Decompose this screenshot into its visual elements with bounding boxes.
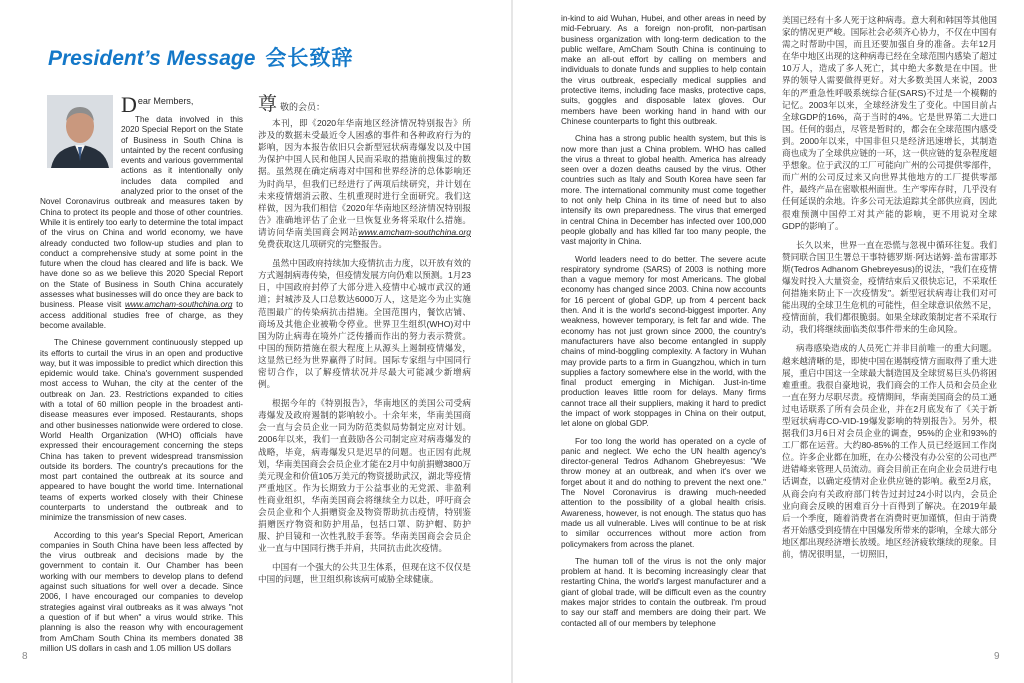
paragraph: The human toll of the virus is not the only major problem at hand. It is becoming increasingly clear that restarting China, the world's largest manufacturer and a giant of global trade, will be difficult even as the country makes major strides to contain the outbreak. I'm proud to say our staff and members are doing their part. We contacted all of our members by telephone — [561, 556, 766, 628]
greeting-rest: 敬的会员： — [280, 102, 326, 112]
website-link[interactable]: www.amcham-southchina.org — [358, 226, 471, 237]
paragraph: 本刊，即《2020年华南地区经济情况特别报告》所涉及的数据未受最近令人困惑的事件和各种政府行为的影响，因为本报告依旧只会新型冠状病毒爆发以及中国为保护中国人民和他国人民而采取的措施前搜集过的数据。虽然现在确定病毒对中国和世界经济的总体影响还为时尚早，但我们已经进行了两项后续研究，并计划在未来疫情烟消云散、生机重现时进行全面研究。我们这样做，因为我们相信《2020年华南地区经济情况特别报告》准确地评估了企业一旦恢复业务将采取什么措施。请访问华南美国商会网站www.amcham-southchina.org免费获取这几项研究的完整报告。 — [258, 118, 471, 250]
paragraph: 美国已经有十多人死于这种病毒。意大利和韩国等其他国家的情况更严峻。国际社会必须齐心协力，不仅在中国有需之时帮助中国，而且还要加强自身的准备。去年12月在华中地区出现的这种病毒已经在全球范围内感染了超过10万人，造成了多人死亡，其中绝大多数是在中国。世界的领导人需要做得更好。对大多数美国人来说，2003年的严重急性呼吸系统综合征(SARS)不过是一个模糊的记忆。2003年以来，全球经济发生了变化。中国目前占全球GDP的16%，高于当时的4%。它是世界第二大进口国。任何的弱点，尽管是暂时的，都会在全球范围内感受到。2000年以来，中国非但只是经济迅速增长，其制造商也成为了全球供应链的一环，这一供应链的复杂程度超乎想象。位于武汉的工厂可能向广州的公司提供零部件，而广州的公司反过来又向世界其他地方的工厂提供零部件，最终产品在密歇根州面世。生产零库存时，几乎没有任何延误的余地。许多公司无法追踪其全部供应商，因此很难预测中国停工对其产能的影响，更不用说对全球GDP的影响了。 — [782, 15, 997, 231]
page-title — [48, 42, 353, 72]
greeting-initial: 尊 — [258, 93, 278, 115]
salutation-initial: D — [121, 92, 137, 117]
paragraph: The data involved in this 2020 Special Report on the State of Business in South China is untainted by the recent confusing events and various governmental actions as it intentionally only includes data compiled and analyzed prior to the onset of the Novel Coronavirus outbreak and measures taken by China to protect its people and those of other countries. While it is entirely too early to determine the total impact of the virus on China and world economy, we have already conducted two follow-up studies and plan to conduct a comprehensive study at some point in the future when the cloud has cleared and life is back. We have done so as we believe this 2020 Special Report on the State of Business in South China accurately assesses what businesses will do once they are back to business. Please visit www.amcham-southchina.org to access additional studies free of charge, as they become available. — [40, 115, 244, 330]
paragraph: 病毒感染造成的人员死亡并非目前唯一的重大问题。越来越清晰的是，即使中国在遏制疫情方面取得了重大进展，重启中国这一全球最大制造国及全球贸易巨头仍将困难重重。我很自豪地说，我们商会的工作人员和会员企业一直在努力尽职尽责。疫情期间，华南美国商会的员工通过电话联系了所有会员企业，并在2月底发布了《关于新型冠状病毒CO-VID-19爆发影响的特别报告》。另外，根据我们3月6日对会员企业的调查，95%的企业和93%的工厂都在运营。大约80-85%的工作人员已经返回工作岗位。许多企业都在加班，在办公楼没有办公室的公司也严进错峰来管理人员流动。商会目前正在向企业会员进行电话调查，以确定疫情对企业供应链的影响。截至2月底，从商会向有关政府部门转告过封过24小时以内，会员企业向商会反映的困难百分十百得到了解决。在2019年最后一个季度，随着消费者在消费时更加谨慎，但由于消费者开始感受到疫情在中国爆发所带来的影响，全球大部分地区都出现经济增长放缓。地区经济疲软继续的现象。目前，情况很明显，一切照旧， — [782, 343, 997, 560]
paragraph: According to this year's Special Report, American companies in South China have been less affected by the virus outbreak and decisions made by the government to contain it. Our Chamber has been working with our members to develop plans to defend against such situations for well over a decade. Since 2006, I have encouraged our companies to develop strategies against viral outbreaks as it was always "not a question of if but when" a virus would strike. This planning is also the reason why with encouragement from AmCham South China its members donated 38 million US dollars in cash and 1.05 million US dollars — [40, 530, 243, 653]
right-page — [513, 0, 1024, 683]
title-chinese: 会长致辞 — [265, 47, 354, 70]
english-column-2 — [561, 14, 766, 640]
salutation-rest: ear Members, — [137, 96, 194, 106]
paragraph: in-kind to aid Wuhan, Hubei, and other areas in need by mid-February. As a foreign non-profit, non-partisan business organization with long-term dedication to the public welfare, AmCham South China is continuing to make an all-out effort by calling on members and individuals to donate funds and supplies to help contain the virus outbreak, especially medical supplies and protective items, including face masks, protective caps, suits, goggles and disposable latex gloves. Our members have been working hand in hand with our Chinese counterparts to fight this outbreak. — [561, 14, 766, 126]
paragraph: 根据今年的《特别报告》，华南地区的美国公司受病毒爆发及政府遏制的影响较小。十余年来，华南美国商会一直与会员企业一同为防范类似局势制定应对计划。2006年以来，我们一直鼓励各公司制定应对病毒爆发的战略，毕竟，病毒爆发只是迟早的问题。也正因有此规划，华南美国商会会员企业才能在2月中旬前捐赠3800万美元现金和价值105万美元的物资援助武汉，湖北等疫情严重地区。作为长期致力于公益事业的无党派、非盈利性商业组织，华南美国商会将继续全力以赴，呼吁商会会员企业和个人捐赠资金及物资帮助抗击疫情，特别鉴捐赠医疗物资和防护用品，包括口罩、防护帽、防护服、护目镜和一次性乳胶手套等。华南美国商会会员企业一直与中国同行携手并肩，共同抗击此次疫情。 — [258, 398, 471, 554]
paragraph: 长久以来，世界一直在恐慌与忽视中循环往复。我们赞同联合国卫生署总干事特德罗斯·阿达诺姆·盖布雷耶苏斯(Tedros Adhanom Ghebreyesus)的说法，"我们在疫情爆发时投入大量资金，疫情结束后又很快忘记，不采取任何措施来防止下一次疫情发"。新型冠状病毒让我们对可能出现的全球卫生危机的可能性，但全球意识依然不足，疫情面前，我们都很脆弱。如果全球政策制定者不采取行动，我们将继续面临类似事件带来的生命风险。 — [782, 239, 997, 335]
salutation — [106, 92, 243, 117]
greeting — [258, 93, 471, 115]
paragraph: China has a strong public health system, but this is now more than just a China problem. WHO has called the virus a threat to global health. America has already seen over a dozen deaths caused by the virus. Other countries such as Italy and South Korea have seen far more. The international community must come together to not only help China in its time of need but to also intensify its own preparedness. The virus that emerged in central China in December has infected over 100,000 people globally and has killed far too many people, the vast majority in China. — [561, 134, 766, 247]
paragraph: For too long the world has operated on a cycle of panic and neglect. We echo the UN health agency's director-general Tedros Adhanom Ghebreyesus: "We throw money at an outbreak, and when it's over we forget about it and do nothing to prevent the next one." The Novel Coronavirus is drawing much-needed attention to the possibility of a global health crisis. Awareness, however, is not enough. The status quo has made us all vulnerable. Lives will continue to be at risk to similar occurrences without more action from policymakers from across the planet. — [561, 436, 766, 549]
chinese-column-1 — [258, 93, 471, 638]
paragraph: 虽然中国政府持续加大疫情抗击力度，以开放有效的方式遏制病毒传染，但疫情发展方向仍难以预测。1月23日，中国政府封停了大部分进入疫情中心城市武汉的通道；封城涉及人口总数达6000万人，这是迄今为止实施范围最广的传染病抗击措施。全国范围内，餐饮店铺、商场及其他企业被勒令停业。世界卫生组织(WHO)对中国为防止病毒在境外广泛传播而作出的努力表示赞赏。中国的预防措施在很大程度上从源头上遏制疫情爆发，这显然已经为世界赢得了时间。国际专家组与中国同行密切合作，以了解疫情状况并尽最大可能减少新增病例。 — [258, 258, 471, 390]
chinese-column-2 — [782, 14, 997, 640]
page-number-right: 9 — [994, 651, 1000, 662]
title-english: President’s Message — [48, 47, 256, 70]
paragraph: World leaders need to do better. The severe acute respiratory syndrome (SARS) of 2003 is nothing more than a vague memory for most Americans. The global economy has changed since 2003. China now accounts for 16 percent of global GDP, up from 4 percent back then. And it is the world's second-biggest importer. Any weakness, however temporary, is felt far and wide. The economy has not just grown since 2000, the country's manufacturers have also become entangled in supply chains of mind-boggling complexity. A factory in Wuhan may provide parts to a firm in Guangzhou, which in turn supplies a factory somewhere else in the world, with the final product emerging in Michigan. Just-in-time production leaves little room for delays. Many firms cannot trace all their suppliers, making it hard to predict the impact of work stoppages in China on their output, let alone on global GDP. — [561, 254, 766, 429]
paragraph: The Chinese government continuously stepped up its efforts to curtail the virus in an open and productive way, but it was impossible to predict which direction this epidemic would take. China's government suspended most access to Wuhan, the city at the center of the outbreak on Jan. 23. Restrictions expanded to cities with a total of 60 million people in the broadest anti-disease measures ever imposed. Restaurants, shops and other businesses nationwide were ordered to close. World Health Organization (WHO) officials have expressed their encouragement concerning the steps China has taken to prevent widespread transmission outside its borders. The country's precautions for the most part contained the outbreak at its source and appeared to have bought the world time. International teams of experts worked closely with their Chinese counterparts to understand the outbreak and to minimize the transmission of new cases. — [40, 338, 243, 523]
website-link[interactable]: www.amcham-southchina.org — [125, 300, 233, 310]
left-page — [0, 0, 511, 683]
english-column-1 — [40, 92, 244, 653]
paragraph: 中国有一个强大的公共卫生体系，但现在这不仅仅是中国的问题，世卫组织称该病可威胁全球健康。 — [258, 562, 471, 585]
page-number-left: 8 — [22, 651, 28, 662]
